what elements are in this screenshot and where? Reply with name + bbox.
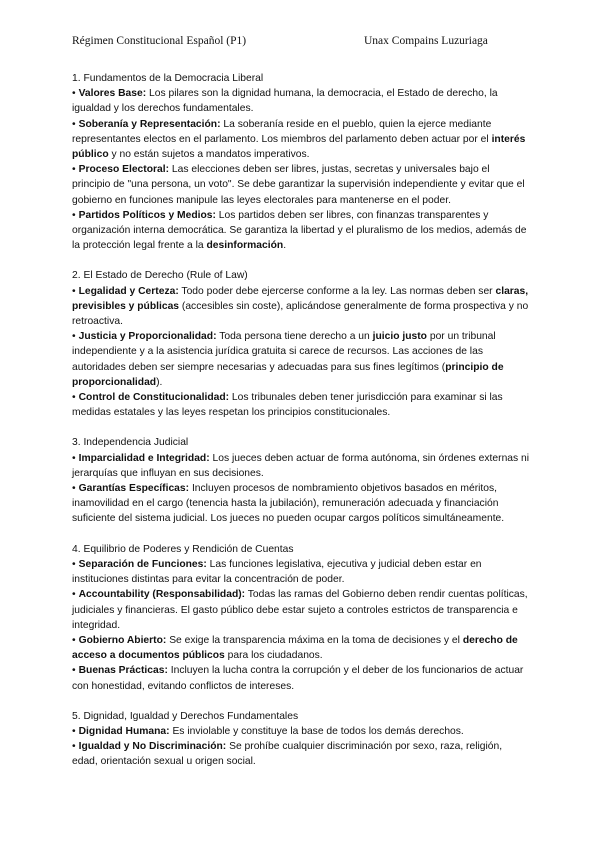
body-text: Todas las ramas del Gobierno deben rendir cuentas políticas, judiciales y financieras. El gasto público debe estar sujeto a controles estrictos de transparencia e integridad. [72,589,528,631]
body-text: Toda persona tiene derecho a un [216,331,373,343]
bullet-item [72,390,530,420]
body-text: Los pilares son la dignidad humana, la democracia, el Estado de derecho, la igualdad y los derechos fundamentales. [72,88,498,115]
bold-term: Valores Base: [78,88,147,100]
body-text: Los partidos deben ser libres, con finanzas transparentes y organización interna democrática. Se garantiza la libertad y el pluralismo de los medios, además de la protección legal frente a la [72,209,527,252]
bullet-icon: • [72,452,76,464]
bullet-icon: • [72,164,76,176]
bullet-icon: • [72,558,76,570]
body-text: . [283,240,287,252]
bold-term: Dignidad Humana: [78,725,170,737]
bullet-item [72,481,530,527]
section-1 [72,71,530,253]
bullet-item [72,739,530,769]
bullet-item [72,557,530,587]
bold-term: Imparcialidad e Integridad: [78,452,210,464]
bullet-item [72,724,530,739]
bold-term: Separación de Funciones: [78,558,207,570]
body-text: Incluyen procesos de nombramiento objetivos basados en méritos, inamovilidad en el cargo (tenencia hasta la jubilación), remuneración adecuada y financiación suficiente del sistema judicial. Los jueces no pueden ocupar cargos políticos simultáneamente. [72,483,505,525]
body-text: Las elecciones deben ser libres, justas, secretas y universales bajo el principio de "una persona, un voto". Se debe garantizar la supervisión independiente y evitar que el gobierno en funciones manipule las leyes electorales para mantenerse en el poder. [72,164,525,206]
section-4 [72,542,530,694]
bullet-icon: • [72,665,76,677]
bold-term: Partidos Políticos y Medios: [78,209,216,221]
section-heading: 3. Independencia Judicial [72,437,189,449]
bullet-icon: • [72,285,76,297]
bold-term: Proceso Electoral: [78,164,170,176]
bullet-item [72,284,530,330]
section-3 [72,435,530,526]
bold-term: Soberanía y Representación: [78,118,221,130]
body-text: Todo poder debe ejercerse conforme a la ley. Las normas deben ser [178,285,496,297]
bullet-item [72,329,530,390]
body-text: Se prohíbe cualquier discriminación por sexo, raza, religión, edad, orientación sexual u origen social. [72,741,503,768]
bullet-item [72,208,530,254]
bold-term: Garantías Específicas: [78,483,190,495]
body-text: para los ciudadanos. [224,650,323,662]
section-heading: 1. Fundamentos de la Democracia Liberal [72,73,264,84]
body-text: La soberanía reside en el pueblo, quien la ejerce mediante representantes electos en el parlamento. Los miembros del parlamento deben actuar por el [72,118,492,145]
body-text: y no están sujetos a mandatos imperativos. [108,149,310,161]
body-text: (accesibles sin coste), aplicándose generalmente de forma prospectiva y no retroactiva. [72,300,529,328]
bold-term: Legalidad y Certeza: [78,285,179,297]
bold-term: Igualdad y No Discriminación: [78,741,227,753]
bold-term: Accountability (Responsabilidad): [78,589,246,601]
document-body [72,71,530,785]
bullet-icon: • [72,118,76,130]
bold-term: Justicia y Proporcionalidad: [78,331,217,343]
bullet-icon: • [72,392,76,404]
bold-term: principio de proporcionalidad [72,361,504,388]
bold-term: derecho de acceso a documentos públicos [72,634,518,662]
bullet-item [72,633,530,663]
bullet-icon: • [72,589,76,601]
bullet-item [72,86,530,116]
bullet-item [72,162,530,208]
header-author: Unax Compains Luzuriaga [364,35,488,47]
bullet-icon: • [72,88,76,100]
bullet-item [72,663,530,693]
section-heading: 2. El Estado de Derecho (Rule of Law) [72,270,248,282]
body-text: Las funciones legislativa, ejecutiva y judicial deben estar en instituciones distintas para evitar la concentración de poder. [72,558,482,586]
bullet-icon: • [72,331,76,343]
header-course-title: Régimen Constitucional Español (P1) [72,35,247,47]
body-text: Se exige la transparencia máxima en la toma de decisiones y el [166,634,463,646]
body-text: ). [156,376,163,388]
bullet-icon: • [72,634,76,646]
body-text: Los jueces deben actuar de forma autónoma, sin órdenes externas ni jerarquías que influyan en sus decisiones. [72,452,530,479]
bullet-item [72,451,530,481]
section-5 [72,709,530,770]
section-heading: 4. Equilibrio de Poderes y Rendición de Cuentas [72,543,294,555]
section-heading: 5. Dignidad, Igualdad y Derechos Fundamentales [72,710,299,722]
bold-term: Gobierno Abierto: [78,634,167,646]
bullet-icon: • [72,741,76,753]
bold-term: claras, previsibles y públicas [72,285,529,312]
bold-term: Control de Constitucionalidad: [78,392,230,404]
body-text: Los tribunales deben tener jurisdicción para examinar si las medidas estatales y las leyes respetan los principios constitucionales. [72,392,503,419]
body-text: por un tribunal independiente y a la asistencia jurídica gratuita si carece de recursos. Las acciones de las autoridades deben ser siempre necesarias y adecuadas para sus fines legítimos ( [72,331,496,373]
bold-term: Buenas Prácticas: [78,665,168,677]
body-text: Incluyen la lucha contra la corrupción y el deber de los funcionarios de actuar con honestidad, evitando conflictos de intereses. [72,665,524,692]
bullet-icon: • [72,209,76,221]
bold-term: desinformación [206,240,284,252]
body-text: Es inviolable y constituye la base de todos los demás derechos. [169,725,464,737]
bullet-item [72,587,530,633]
section-2 [72,268,530,420]
bold-term: interés público [72,133,526,161]
bullet-icon: • [72,725,76,737]
bold-term: juicio justo [372,331,427,343]
bullet-icon: • [72,483,76,495]
bullet-item [72,117,530,163]
